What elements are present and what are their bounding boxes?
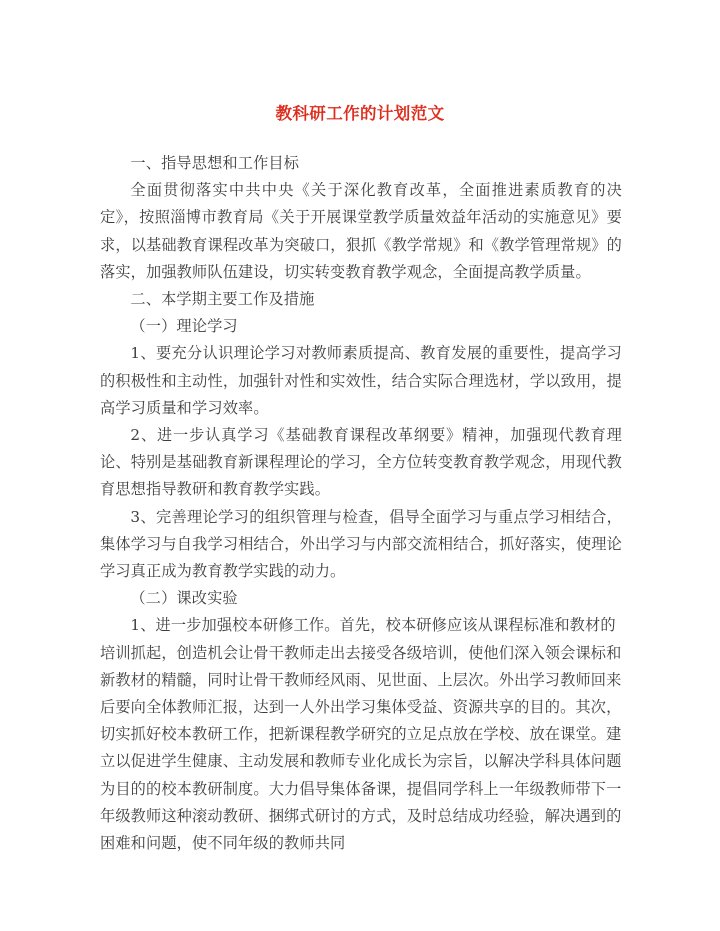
paragraph-theory-item-1: 1、要充分认识理论学习对教师素质提高、教育发展的重要性，提高学习的积极性和主动性，加强针对性和实效性，结合实际合理选材，学以致用，提高学习质量和学习效率。 bbox=[100, 344, 622, 417]
page-title: 教科研工作的计划范文 bbox=[275, 104, 445, 124]
subsection-heading-curriculum-experiment: （二）课改实验 bbox=[130, 589, 238, 608]
subsection-heading-theory-study: （一）理论学习 bbox=[130, 317, 238, 336]
document-body bbox=[100, 150, 622, 857]
paragraph-theory-item-3: 3、完善理论学习的组织管理与检查，倡导全面学习与重点学习相结合，集体学习与自我学习相结合，外出学习与内部交流相结合，抓好落实，使理论学习真正成为教育教学实践的动力。 bbox=[100, 507, 622, 581]
paragraph-guiding-thought-body: 全面贯彻落实中共中央《关于深化教育改革，全面推进素质教育的决定》，按照淄博市教育局《关于开展课堂教学质量效益年活动的实施意见》要求，以基础教育课程改革为突破口，狠抓《教学常规》和《教学管理常规》的落实，加强教师队伍建设，切实转变教育教学观念，全面提高教学质量。 bbox=[100, 181, 622, 281]
section-heading-guiding-thought: 一、指导思想和工作目标 bbox=[130, 154, 300, 172]
paragraph-theory-item-2: 2、进一步认真学习《基础教育课程改革纲要》精神，加强现代教育理论、特别是基础教育新课程理论的学习，全方位转变教育教学观念，用现代教育思想指导教研和教育教学实践。 bbox=[100, 426, 622, 499]
paragraph-curriculum-item-1: 1、进一步加强校本研修工作。首先，校本研修应该从课程标准和教材的培训抓起，创造机会让骨干教师走出去接受各级培训，使他们深入领会课标和新教材的精髓，同时让骨干教师经风雨、见世面、上层次。外出学习教师回来后要向全体教师汇报，达到一人外出学习集体受益、资源共享的目的。其次，切实抓好校本教研工作，把新课程教学研究的立足点放在学校、放在课堂。建立以促进学生健康、主动发展和教师专业化成长为宗旨，以解决学科具体问题为目的的校本教研制度。大力倡导集体备课，提倡同学科上一年级教师带下一年级教师这种滚动教研、捆绑式研讨的方式，及时总结成功经验，解决遇到的困难和问题，使不同年级的教师共同 bbox=[100, 616, 622, 853]
section-heading-main-work: 二、本学期主要工作及措施 bbox=[130, 290, 315, 309]
